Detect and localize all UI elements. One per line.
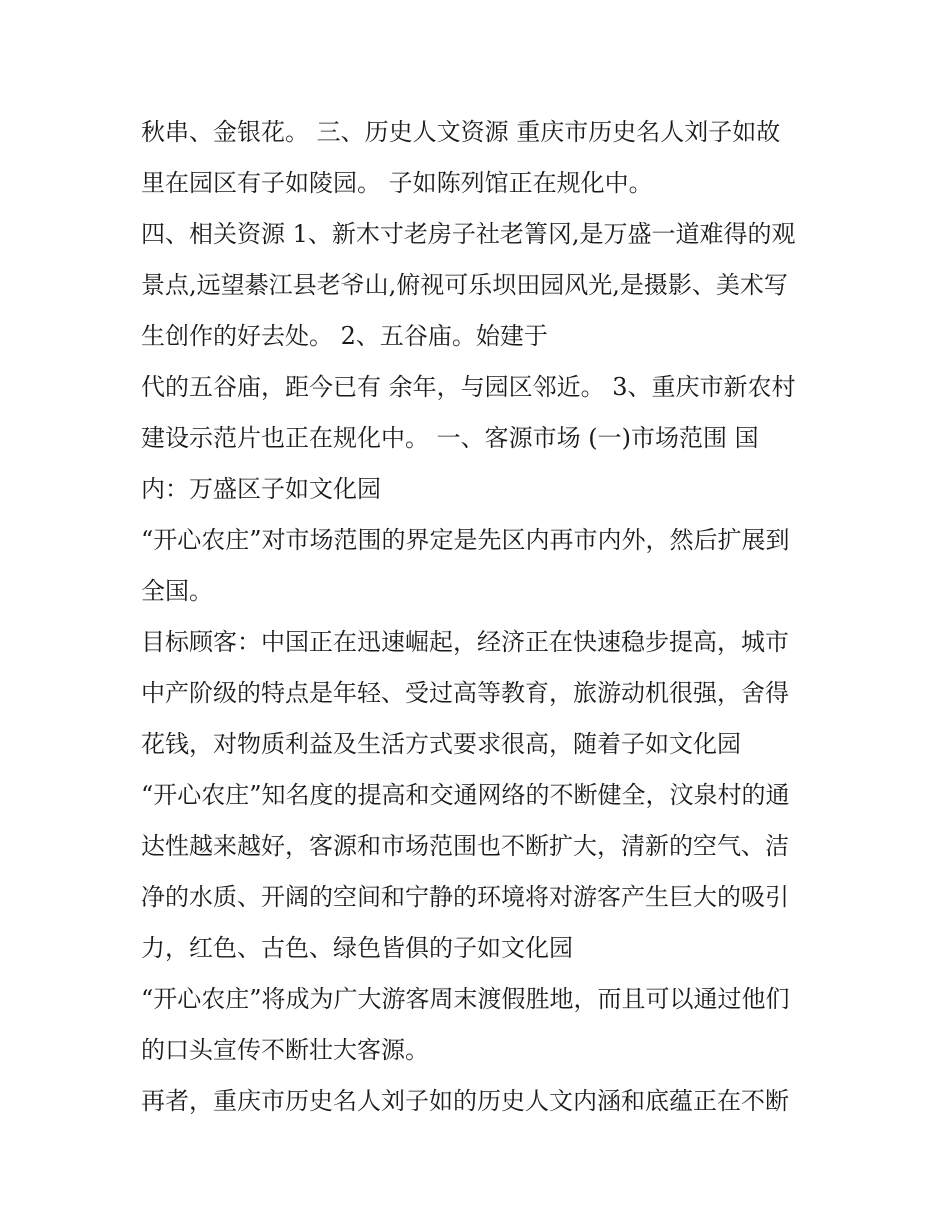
body-text (141, 107, 821, 1127)
text-line-5: 生创作的好去处。 2、五谷庙。始建于 (141, 322, 548, 350)
text-line-3: 四、相关资源 1、新木寸老房子社老箐冈,是万盛一道难得的观 (141, 220, 796, 248)
text-line-4: 景点,远望綦江县老爷山,俯视可乐坝田园风光,是摄影、美术写 (141, 271, 788, 299)
text-line-2: 里在园区有子如陵园。 子如陈列馆正在规化中。 (141, 169, 653, 197)
text-line-18: “开心农庄”将成为广大游客周末渡假胜地，而且可以通过他们 (141, 985, 790, 1013)
text-line-6: 代的五谷庙，距今已有 余年，与园区邻近。 3、重庆市新农村 (141, 373, 796, 401)
text-line-13: 花钱，对物质利益及生活方式要求很高，随着子如文化园 (141, 730, 741, 758)
text-line-7: 建设示范片也正在规化中。 一、客源市场 (一)市场范围 国 (141, 424, 759, 452)
text-line-10: 全国。 (141, 577, 213, 605)
text-line-20: 再者，重庆市历史名人刘子如的历史人文内涵和底蕴正在不断 (141, 1087, 789, 1115)
text-line-17: 力，红色、古色、绿色皆俱的子如文化园 (141, 934, 573, 962)
text-line-8: 内：万盛区子如文化园 (141, 475, 381, 503)
text-line-14: “开心农庄”知名度的提高和交通网络的不断健全，汶泉村的通 (141, 781, 790, 809)
text-line-19: 的口头宣传不断壮大客源。 (141, 1036, 429, 1064)
text-line-9: “开心农庄”对市场范围的界定是先区内再市内外，然后扩展到 (141, 526, 790, 554)
text-line-1: 秋串、金银花。 三、历史人文资源 重庆市历史名人刘子如故 (141, 118, 781, 146)
text-line-16: 净的水质、开阔的空间和宁静的环境将对游客产生巨大的吸引 (141, 883, 789, 911)
text-line-11: 目标顾客：中国正在迅速崛起，经济正在快速稳步提高，城市 (141, 628, 789, 656)
text-line-12: 中产阶级的特点是年轻、受过高等教育，旅游动机很强，舍得 (141, 679, 789, 707)
text-line-15: 达性越来越好，客源和市场范围也不断扩大，清新的空气、洁 (141, 832, 789, 860)
